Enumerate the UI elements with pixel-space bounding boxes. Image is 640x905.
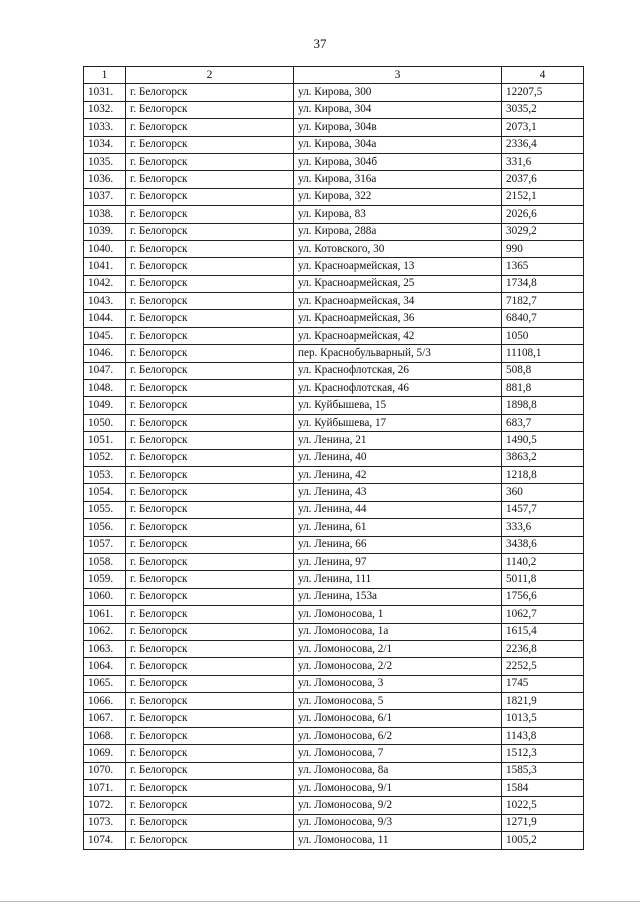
row-number: 1067. [84,710,126,727]
row-city: г. Белогорск [126,571,294,588]
row-city: г. Белогорск [126,136,294,153]
row-value: 3029,2 [502,223,584,240]
row-number: 1066. [84,693,126,710]
row-city: г. Белогорск [126,206,294,223]
row-address: ул. Куйбышева, 17 [294,414,502,431]
table-row [84,727,584,744]
table-row [84,606,584,623]
row-number: 1036. [84,171,126,188]
table-row [84,101,584,118]
bottom-divider [0,901,640,902]
row-city: г. Белогорск [126,675,294,692]
row-value: 1218,8 [502,466,584,483]
row-number: 1061. [84,606,126,623]
row-number: 1065. [84,675,126,692]
row-address: ул. Ленина, 66 [294,536,502,553]
row-number: 1050. [84,414,126,431]
header-col-3: 3 [294,67,502,84]
row-value: 508,8 [502,362,584,379]
table-row [84,745,584,762]
row-value: 1022,5 [502,797,584,814]
table-row [84,310,584,327]
row-value: 683,7 [502,414,584,431]
table-row [84,501,584,518]
row-city: г. Белогорск [126,188,294,205]
row-number: 1032. [84,101,126,118]
row-number: 1044. [84,310,126,327]
row-number: 1034. [84,136,126,153]
row-number: 1053. [84,466,126,483]
table-row [84,675,584,692]
table-row [84,484,584,501]
table-row [84,449,584,466]
row-value: 1271,9 [502,814,584,831]
row-number: 1052. [84,449,126,466]
row-city: г. Белогорск [126,640,294,657]
row-number: 1051. [84,432,126,449]
row-value: 6840,7 [502,310,584,327]
row-city: г. Белогорск [126,484,294,501]
row-city: г. Белогорск [126,275,294,292]
row-number: 1062. [84,623,126,640]
table-row [84,780,584,797]
row-address: ул. Кирова, 322 [294,188,502,205]
row-address: ул. Ленина, 153а [294,588,502,605]
table-header-row [84,67,584,84]
row-value: 2236,8 [502,640,584,657]
row-city: г. Белогорск [126,536,294,553]
table-row [84,466,584,483]
row-address: ул. Ломоносова, 1а [294,623,502,640]
row-city: г. Белогорск [126,258,294,275]
row-city: г. Белогорск [126,101,294,118]
row-address: ул. Кирова, 288а [294,223,502,240]
row-number: 1048. [84,380,126,397]
row-value: 1512,3 [502,745,584,762]
row-address: ул. Кирова, 316а [294,171,502,188]
row-address: ул. Красноармейская, 36 [294,310,502,327]
table-row [84,223,584,240]
table-row [84,380,584,397]
row-city: г. Белогорск [126,797,294,814]
row-city: г. Белогорск [126,519,294,536]
row-address: ул. Ломоносова, 9/3 [294,814,502,831]
row-number: 1041. [84,258,126,275]
table-row [84,206,584,223]
row-city: г. Белогорск [126,623,294,640]
row-city: г. Белогорск [126,606,294,623]
table-row [84,119,584,136]
table-body [84,84,584,849]
row-city: г. Белогорск [126,710,294,727]
row-address: ул. Ленина, 97 [294,553,502,570]
row-value: 331,6 [502,153,584,170]
row-value: 990 [502,240,584,257]
row-address: ул. Ломоносова, 11 [294,832,502,849]
table-row [84,171,584,188]
row-address: пер. Краснобульварный, 5/3 [294,345,502,362]
table-row [84,414,584,431]
row-city: г. Белогорск [126,310,294,327]
row-value: 3863,2 [502,449,584,466]
row-address: ул. Котовского, 30 [294,240,502,257]
table-row [84,153,584,170]
row-value: 1062,7 [502,606,584,623]
row-address: ул. Ленина, 40 [294,449,502,466]
row-address: ул. Ленина, 21 [294,432,502,449]
row-number: 1033. [84,119,126,136]
row-value: 1821,9 [502,693,584,710]
row-city: г. Белогорск [126,84,294,101]
row-city: г. Белогорск [126,501,294,518]
row-number: 1043. [84,293,126,310]
row-address: ул. Ломоносова, 7 [294,745,502,762]
row-value: 1365 [502,258,584,275]
row-address: ул. Кирова, 83 [294,206,502,223]
row-address: ул. Ломоносова, 5 [294,693,502,710]
row-address: ул. Красноармейская, 25 [294,275,502,292]
row-value: 1140,2 [502,553,584,570]
table-row [84,519,584,536]
row-address: ул. Ломоносова, 2/1 [294,640,502,657]
row-city: г. Белогорск [126,171,294,188]
row-number: 1072. [84,797,126,814]
row-value: 2037,6 [502,171,584,188]
row-value: 5011,8 [502,571,584,588]
row-number: 1074. [84,832,126,849]
row-address: ул. Куйбышева, 15 [294,397,502,414]
table-row [84,797,584,814]
row-city: г. Белогорск [126,693,294,710]
row-address: ул. Ленина, 111 [294,571,502,588]
row-number: 1063. [84,640,126,657]
table-row [84,188,584,205]
row-address: ул. Красноармейская, 42 [294,327,502,344]
row-address: ул. Ленина, 42 [294,466,502,483]
row-address: ул. Красноармейская, 13 [294,258,502,275]
row-number: 1054. [84,484,126,501]
row-address: ул. Ломоносова, 2/2 [294,658,502,675]
row-city: г. Белогорск [126,588,294,605]
row-address: ул. Кирова, 300 [294,84,502,101]
row-number: 1049. [84,397,126,414]
table-row [84,240,584,257]
row-number: 1047. [84,362,126,379]
row-address: ул. Краснофлотская, 46 [294,380,502,397]
row-value: 360 [502,484,584,501]
row-value: 2336,4 [502,136,584,153]
table-row [84,658,584,675]
row-address: ул. Ломоносова, 9/2 [294,797,502,814]
row-city: г. Белогорск [126,380,294,397]
row-address: ул. Ломоносова, 8а [294,762,502,779]
table-row [84,640,584,657]
table-row [84,432,584,449]
row-value: 1734,8 [502,275,584,292]
row-address: ул. Кирова, 304а [294,136,502,153]
row-city: г. Белогорск [126,362,294,379]
row-number: 1071. [84,780,126,797]
table-row [84,84,584,101]
row-city: г. Белогорск [126,832,294,849]
row-value: 7182,7 [502,293,584,310]
row-address: ул. Кирова, 304б [294,153,502,170]
row-city: г. Белогорск [126,466,294,483]
row-value: 3438,6 [502,536,584,553]
row-value: 1005,2 [502,832,584,849]
page-number: 37 [313,36,327,51]
row-city: г. Белогорск [126,449,294,466]
row-number: 1038. [84,206,126,223]
row-value: 881,8 [502,380,584,397]
row-value: 1143,8 [502,727,584,744]
table-row [84,571,584,588]
row-city: г. Белогорск [126,553,294,570]
table-row [84,275,584,292]
row-number: 1070. [84,762,126,779]
row-value: 1756,6 [502,588,584,605]
row-city: г. Белогорск [126,658,294,675]
row-city: г. Белогорск [126,327,294,344]
row-city: г. Белогорск [126,780,294,797]
row-number: 1058. [84,553,126,570]
row-number: 1069. [84,745,126,762]
row-number: 1060. [84,588,126,605]
table-row [84,588,584,605]
row-number: 1031. [84,84,126,101]
table-row [84,553,584,570]
row-city: г. Белогорск [126,397,294,414]
row-city: г. Белогорск [126,223,294,240]
row-number: 1039. [84,223,126,240]
row-number: 1068. [84,727,126,744]
row-value: 1490,5 [502,432,584,449]
table-row [84,623,584,640]
row-city: г. Белогорск [126,240,294,257]
table-row [84,345,584,362]
row-number: 1035. [84,153,126,170]
row-number: 1064. [84,658,126,675]
row-number: 1056. [84,519,126,536]
row-address: ул. Ломоносова, 1 [294,606,502,623]
row-city: г. Белогорск [126,432,294,449]
header-col-2: 2 [126,67,294,84]
row-value: 1050 [502,327,584,344]
row-address: ул. Ленина, 61 [294,519,502,536]
row-city: г. Белогорск [126,119,294,136]
table-row [84,693,584,710]
row-number: 1057. [84,536,126,553]
row-value: 1584 [502,780,584,797]
row-value: 2152,1 [502,188,584,205]
address-table [83,66,584,850]
row-address: ул. Ленина, 43 [294,484,502,501]
row-address: ул. Кирова, 304 [294,101,502,118]
table-row [84,397,584,414]
row-value: 1615,4 [502,623,584,640]
row-number: 1055. [84,501,126,518]
row-city: г. Белогорск [126,745,294,762]
table-row [84,762,584,779]
row-value: 2252,5 [502,658,584,675]
row-value: 2073,1 [502,119,584,136]
row-value: 1898,8 [502,397,584,414]
row-city: г. Белогорск [126,814,294,831]
row-number: 1037. [84,188,126,205]
row-value: 1457,7 [502,501,584,518]
row-number: 1042. [84,275,126,292]
table-row [84,832,584,849]
header-col-1: 1 [84,67,126,84]
table-row [84,136,584,153]
row-value: 1013,5 [502,710,584,727]
row-value: 1745 [502,675,584,692]
row-address: ул. Краснофлотская, 26 [294,362,502,379]
row-value: 333,6 [502,519,584,536]
row-address: ул. Ленина, 44 [294,501,502,518]
row-number: 1059. [84,571,126,588]
row-value: 2026,6 [502,206,584,223]
row-number: 1045. [84,327,126,344]
table-row [84,327,584,344]
table-row [84,710,584,727]
row-city: г. Белогорск [126,293,294,310]
row-number: 1073. [84,814,126,831]
row-value: 3035,2 [502,101,584,118]
row-address: ул. Ломоносова, 3 [294,675,502,692]
table-row [84,362,584,379]
row-city: г. Белогорск [126,414,294,431]
table-row [84,293,584,310]
table-row [84,536,584,553]
row-address: ул. Красноармейская, 34 [294,293,502,310]
table-row [84,258,584,275]
row-value: 1585,3 [502,762,584,779]
header-col-4: 4 [502,67,584,84]
row-address: ул. Кирова, 304в [294,119,502,136]
row-city: г. Белогорск [126,762,294,779]
table-row [84,814,584,831]
row-number: 1040. [84,240,126,257]
row-value: 11108,1 [502,345,584,362]
row-number: 1046. [84,345,126,362]
row-address: ул. Ломоносова, 6/1 [294,710,502,727]
row-city: г. Белогорск [126,345,294,362]
row-address: ул. Ломоносова, 6/2 [294,727,502,744]
row-city: г. Белогорск [126,727,294,744]
row-city: г. Белогорск [126,153,294,170]
row-value: 12207,5 [502,84,584,101]
row-address: ул. Ломоносова, 9/1 [294,780,502,797]
